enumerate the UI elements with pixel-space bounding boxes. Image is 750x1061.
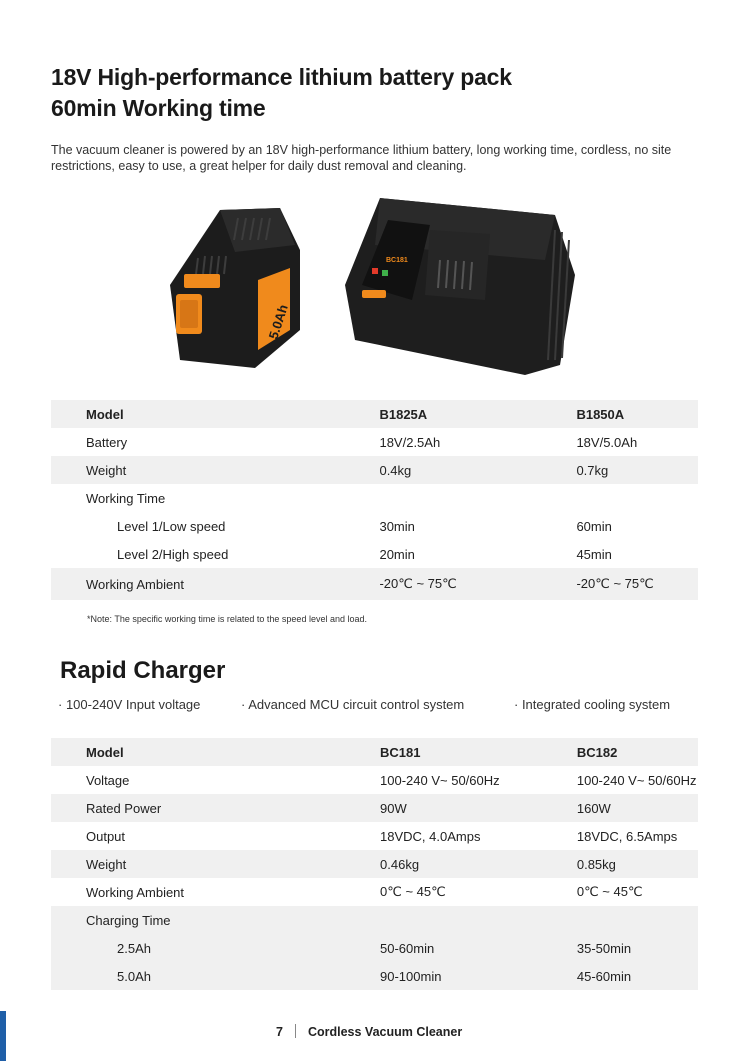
cell-value: 50-60min: [380, 934, 577, 962]
cell-value: [380, 906, 577, 934]
table-row: [51, 850, 698, 878]
feature-input-voltage: · 100-240V Input voltage: [58, 697, 201, 712]
table-row: [51, 400, 698, 428]
cell-value: 20min: [379, 546, 415, 562]
cell-value: 45min: [576, 546, 612, 562]
row-label: Weight: [51, 456, 379, 484]
feature-cooling-system: · Integrated cooling system: [514, 697, 671, 712]
cell-value: 100-240 V~ 50/60Hz: [380, 772, 500, 788]
charger-spec-table: [51, 738, 698, 990]
cell-value: 45-60min: [577, 962, 698, 990]
row-label: Level 1/Low speed: [117, 518, 226, 534]
cell-value: [379, 484, 576, 512]
row-label: Battery: [86, 434, 128, 450]
battery-capacity-label: 5.0Ah: [265, 302, 291, 341]
page-edge-accent: [0, 1011, 6, 1061]
row-label: Rated Power: [51, 794, 380, 822]
product-photo: [150, 190, 580, 390]
row-label: Model: [51, 738, 380, 766]
row-label: Level 2/High speed: [117, 546, 229, 562]
page-footer: [276, 1024, 462, 1039]
row-label: Voltage: [86, 772, 130, 788]
page-title: [51, 62, 512, 124]
row-label: Working Ambient: [86, 884, 185, 900]
table-row: [51, 822, 698, 850]
table-row: [51, 934, 698, 962]
model-bc181: BC181: [380, 738, 577, 766]
row-label: 5.0Ah: [51, 962, 380, 990]
cell-value: 0.7kg: [576, 456, 698, 484]
table-row: [51, 428, 698, 456]
row-label: Charging Time: [51, 906, 380, 934]
row-label: Model: [51, 400, 379, 428]
row-label: Output: [86, 828, 126, 844]
cell-value: [576, 484, 698, 512]
footer-divider: [295, 1024, 296, 1038]
table-row: [51, 568, 698, 600]
charger-illustration: [345, 198, 575, 375]
table-row: [51, 794, 698, 822]
row-label: Working Ambient: [51, 568, 379, 600]
cell-value: 90W: [380, 794, 577, 822]
title-line-1: 18V High-performance lithium battery pack: [51, 64, 512, 90]
table-row: [51, 484, 698, 512]
table-row: [51, 738, 698, 766]
cell-value: 0.4kg: [379, 456, 576, 484]
cell-value: -20℃ ~ 75℃: [576, 568, 698, 600]
model-b1850a: B1850A: [576, 400, 698, 428]
cell-value: 30min: [379, 518, 415, 534]
footer-doc-title: Cordless Vacuum Cleaner: [307, 1025, 463, 1039]
row-label: Weight: [51, 850, 380, 878]
cell-value: 18V/2.5Ah: [379, 434, 441, 450]
feature-mcu-control: · Advanced MCU circuit control system: [241, 697, 465, 712]
cell-value: 0.46kg: [380, 850, 577, 878]
table-row: [51, 906, 698, 934]
model-b1825a: B1825A: [379, 400, 576, 428]
cell-value: 18V/5.0Ah: [576, 434, 638, 450]
cell-value: [577, 906, 698, 934]
row-label: 2.5Ah: [51, 934, 380, 962]
cell-value: 35-50min: [577, 934, 698, 962]
table-row: [51, 766, 698, 794]
cell-value: 0℃ ~ 45℃: [576, 884, 643, 899]
battery-pack-illustration: [170, 208, 300, 368]
cell-value: 160W: [577, 794, 698, 822]
table-row: [51, 512, 698, 540]
model-bc182: BC182: [577, 738, 698, 766]
working-time-note: *Note: The specific working time is related to the speed level and load.: [87, 614, 367, 624]
section-title-rapid-charger: Rapid Charger: [60, 657, 226, 684]
cell-value: 0.85kg: [577, 850, 698, 878]
cell-value: 60min: [576, 518, 612, 534]
battery-spec-table: [51, 400, 698, 600]
cell-value: 0℃ ~ 45℃: [380, 884, 446, 899]
table-row: [51, 878, 698, 906]
table-row: [51, 540, 698, 568]
charger-model-label: BC181: [386, 257, 408, 264]
page-number: 7: [276, 1025, 283, 1039]
cell-value: -20℃ ~ 75℃: [379, 568, 576, 600]
cell-value: 18VDC, 6.5Amps: [576, 828, 678, 844]
table-row: [51, 962, 698, 990]
intro-paragraph: The vacuum cleaner is powered by an 18V high-performance lithium battery, long working time, cordless, no site restrictions, easy to use, a great helper for daily dust removal and cleaning.: [51, 143, 672, 173]
table-row: [51, 456, 698, 484]
cell-value: 90-100min: [380, 962, 577, 990]
row-label: Working Time: [86, 490, 166, 506]
cell-value: 100-240 V~ 50/60Hz: [576, 772, 697, 788]
title-line-2: 60min Working time: [51, 95, 266, 121]
cell-value: 18VDC, 4.0Amps: [380, 828, 481, 844]
